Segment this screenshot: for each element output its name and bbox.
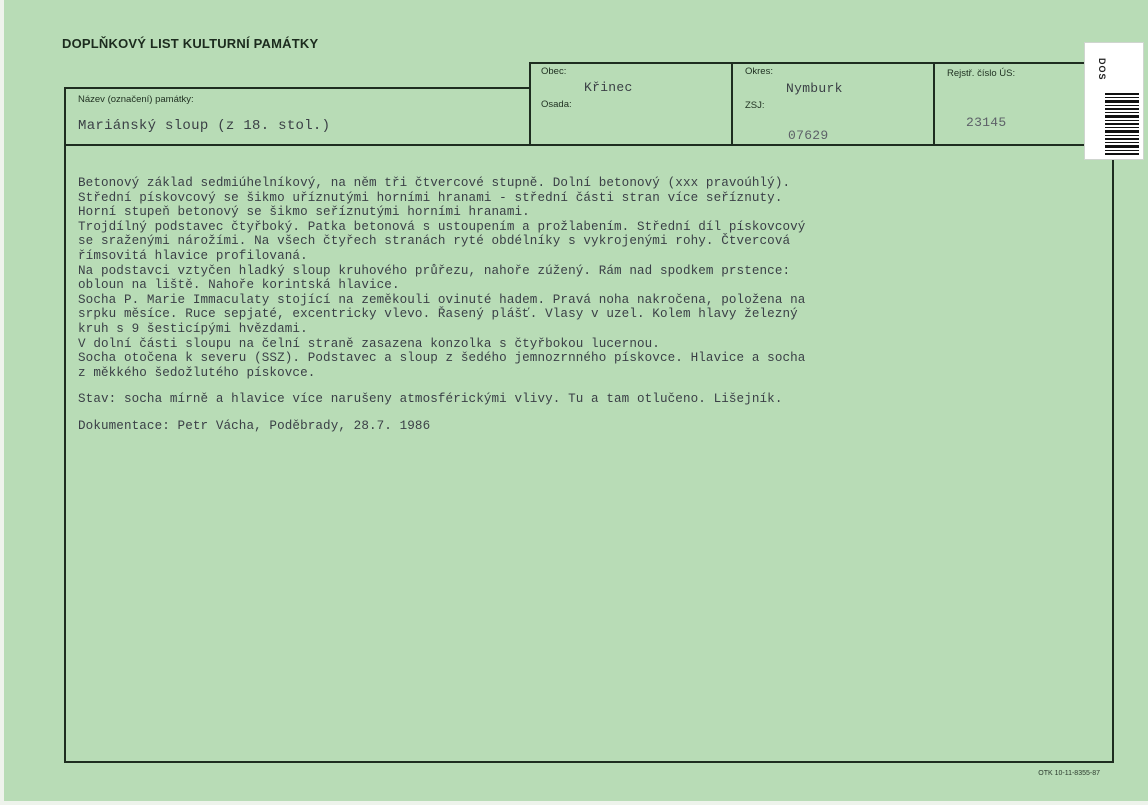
divider-obec (529, 62, 531, 145)
barcode-sticker (1084, 42, 1144, 160)
description-line: srpku měsíce. Ruce sepjaté, excentricky vlevo. Řasený plášť. Vlasy v uzel. Kolem hlavy železný (78, 307, 798, 322)
description-text (78, 176, 1088, 434)
form-heading: DOPLŇKOVÝ LIST KULTURNÍ PAMÁTKY (62, 36, 319, 51)
description-line: Na podstavci vztyčen hladký sloup kruhového průřezu, nahoře zúžený. Rám nad spodkem prstence: (78, 263, 791, 278)
description-line: V dolní části sloupu na čelní straně zasazena konzolka s čtyřbokou lucernou. (78, 336, 660, 351)
spacer (78, 407, 1088, 419)
description-line: Betonový základ sedmiúhelníkový, na něm tři čtvercové stupně. Dolní betonový (xxx pravoúhlý). (78, 176, 791, 190)
osada-label: Osada: (541, 99, 572, 110)
divider-okres (731, 62, 733, 145)
obec-label: Obec: (541, 66, 567, 77)
divider-rejstr (933, 62, 935, 145)
description-line: se sraženými nárožími. Na všech čtyřech stranách ryté obdélníky s vykrojenými rohy. Čtvercová (78, 234, 791, 249)
okres-label: Okres: (745, 66, 773, 77)
spacer (78, 380, 1088, 392)
rejstr-label: Rejstř. číslo ÚS: (947, 68, 1016, 79)
header-bottom-line (64, 144, 1114, 146)
barcode-icon (1105, 93, 1139, 155)
right-border (1112, 144, 1114, 762)
name-value: Mariánský sloup (z 18. stol.) (78, 118, 331, 134)
header-top-line (529, 62, 1085, 64)
bottom-border (64, 761, 1114, 763)
dokumentace-line: Dokumentace: Petr Vácha, Poděbrady, 28.7. 1986 (78, 418, 431, 433)
description-line: Horní stupeň betonový se šikmo seříznutými horními hranami. (78, 205, 530, 220)
zsj-value: 07629 (788, 128, 829, 143)
description-line: Socha otočena k severu (SSZ). Podstavec a sloup z šedého jemnozrnného pískovce. Hlavice a socha (78, 351, 806, 366)
description-line: Socha P. Marie Immaculaty stojící na zeměkouli ovinuté hadem. Pravá noha nakročena, položena na (78, 292, 806, 307)
left-border (64, 87, 66, 762)
zsj-label: ZSJ: (745, 100, 765, 111)
sticker-code: DOS (1097, 57, 1107, 81)
description-line: Trojdílný podstavec čtyřboký. Patka betonová s ustoupením a prožlabením. Střední díl pískovcový (78, 219, 806, 234)
form-code: OTK 10-11-8355-87 (1038, 770, 1100, 777)
stav-line: Stav: socha mírně a hlavice více narušeny atmosférickými vlivy. Tu a tam otlučeno. Lišejník. (78, 392, 783, 407)
description-line: římsovitá hlavice profilovaná. (78, 248, 308, 263)
description-line: z měkkého šedožlutého pískovce. (78, 365, 316, 380)
name-top-line (64, 87, 530, 89)
description-line: Střední pískovcový se šikmo uříznutými horními hranami - střední části stran více seříznuty. (78, 190, 783, 205)
description-line: obloun na liště. Nahoře korintská hlavice. (78, 278, 400, 293)
okres-value: Nymburk (786, 81, 843, 96)
rejstr-value: 23145 (966, 115, 1007, 130)
name-label: Název (označení) památky: (78, 94, 194, 105)
description-line: kruh s 9 šesticípými hvězdami. (78, 321, 308, 336)
obec-value: Křinec (584, 80, 633, 95)
